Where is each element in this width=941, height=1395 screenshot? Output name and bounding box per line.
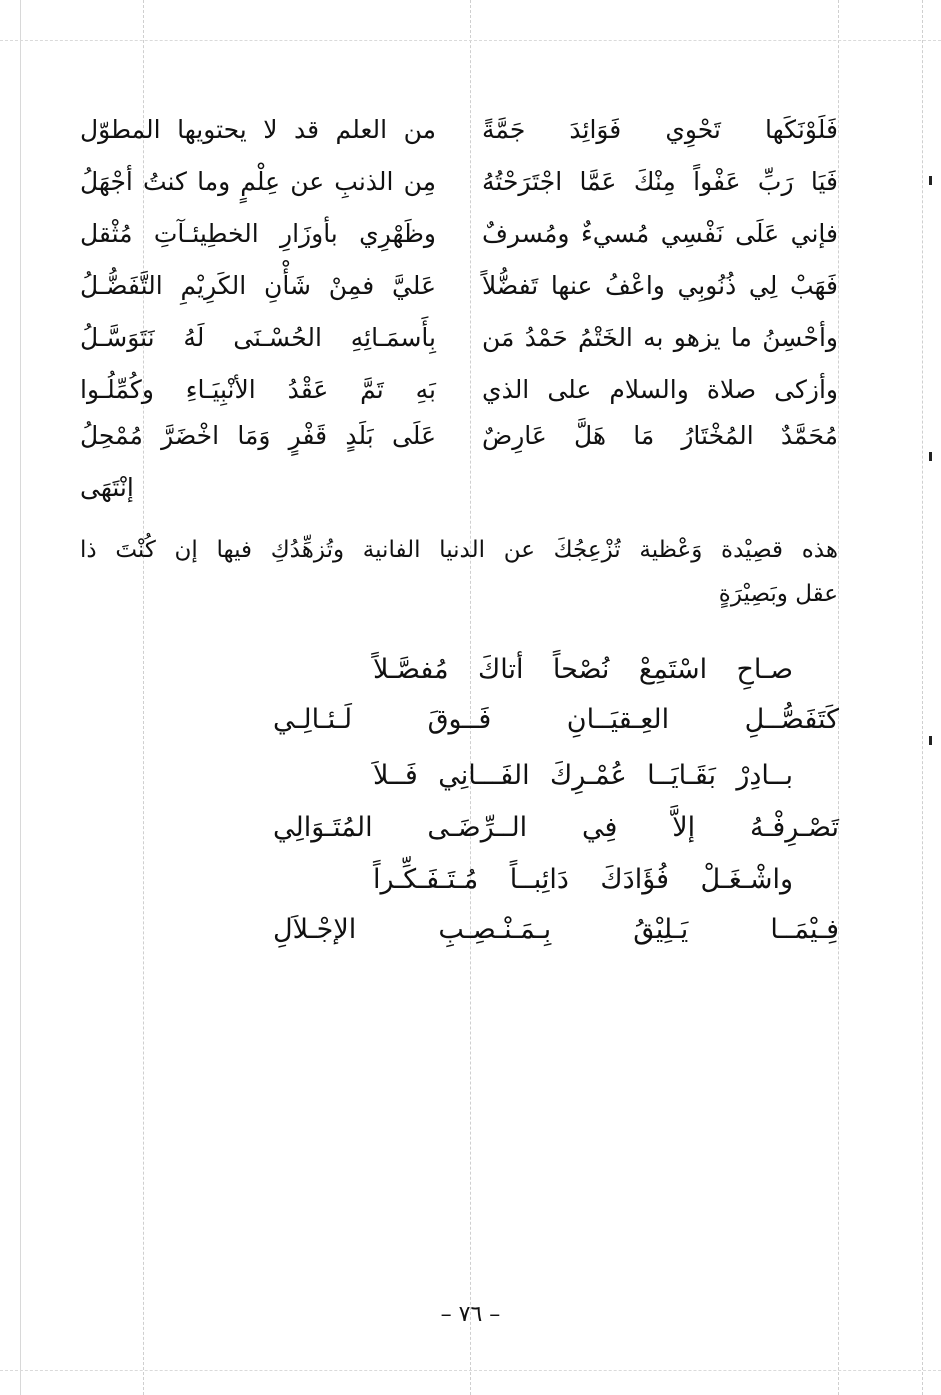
verse-first-hemistich: وأزكى صلاة والسلام على الذي <box>482 375 838 404</box>
verse-second-hemistich: من العلم قد لا يحتويها المطوّل <box>80 115 436 144</box>
margin-mark <box>929 736 932 745</box>
verse-second-hemistich: بَهِ تَمَّ عَقْدُ الأنْبِيَـاءِ وكُمِّلُـوا <box>80 375 436 404</box>
poem-line: صـاحِ اسْتَمِعْ نُصْحاً أتاكَ مُفصَّـلاً <box>373 654 793 685</box>
verse-first-hemistich: فإني عَلَى نَفْسِي مُسيءٌ ومُسرفٌ <box>482 219 838 248</box>
verse-row <box>80 312 838 364</box>
ending-word: إنْتَهَى <box>80 473 134 502</box>
guide-line <box>0 40 941 41</box>
verse-row <box>80 104 838 156</box>
poem-line: فِـيْمَــا يَـلِيْقُ بِـمَـنْـصِـبِ الإجْـلاَلِ <box>273 914 839 945</box>
verse-first-hemistich: مُحَمَّدٌ المُخْتَارُ مَا هَلَّ عَارِضٌ <box>482 421 838 450</box>
margin-mark <box>929 452 932 461</box>
poem-line: تَصْـرِفْـهُ إلاَّ فِي الــرِّضَـى المُتَـوَالِي <box>273 812 839 843</box>
verse-second-hemistich: وظَهْرِي بأوزَارِ الخطِيئـآتِ مُثْقل <box>80 219 436 248</box>
page-number: – ٧٦ – <box>440 1302 501 1327</box>
margin-guide-line <box>20 0 21 1395</box>
poem-line: واشْـغَـلْ فُؤَادَكَ دَائِبــاً مُـتَـفَـكِّـراً <box>373 864 793 895</box>
verse-first-hemistich: فَيَا رَبِّ عَفْواً مِنْكَ عَمَّا اجْتَرَحْتُهُ <box>482 167 838 196</box>
verse-row <box>80 410 838 462</box>
verse-second-hemistich: مِن الذنبِ عن عِلْمٍ وما كنتُ أجْهَلُ <box>80 167 436 196</box>
verse-first-hemistich: فَهَبْ لِي ذُنُوبِي واعْفُ عنها تَفضُّلاً <box>482 271 838 300</box>
verse-row <box>80 260 838 312</box>
margin-mark <box>929 176 932 185</box>
intro-paragraph-line: عقل وبَصِيْرَةٍ <box>718 581 838 607</box>
poem-line: كَتَفَصُّــلِ العِـقيَــانِ فَــوقَ لَـئـالِـي <box>273 704 839 735</box>
verse-first-hemistich: وأحْسِنُ ما يزهو به الخَتْمُ حَمْدُ مَن <box>482 323 838 352</box>
verse-row <box>80 364 838 416</box>
guide-line <box>922 0 923 1395</box>
verse-row <box>80 208 838 260</box>
verse-first-hemistich: فَلَوْنَكَها تَحْوِي فَوَائِدَ جَمَّةً <box>482 115 838 144</box>
poem-line: بــادِرْ بَقَـايَــا عُمْـرِكَ الفَـــانِي فَــلاَ <box>373 760 793 791</box>
guide-line <box>0 1370 941 1371</box>
verse-second-hemistich: عَليَّ فمِنْ شَأْنِ الكَرِيْمِ التَّفَضُّـلُ <box>80 271 436 300</box>
intro-paragraph-line: هذه قصِيْدة وَعْظية تُزْعِجُكَ عن الدنيا الفانية وتُزهِّدُكِ فيها إن كُنْتَ ذا <box>80 537 838 563</box>
verse-second-hemistich: عَلَى بَلَدٍ قَفْرٍ وَمَا اخْضَرَّ مُمْحِلُ <box>80 421 436 450</box>
verse-second-hemistich: بِأَسمَـائِهِ الحُسْـنَى لَهُ نَتَوَسَّـلُ <box>80 323 436 352</box>
verse-row <box>80 156 838 208</box>
